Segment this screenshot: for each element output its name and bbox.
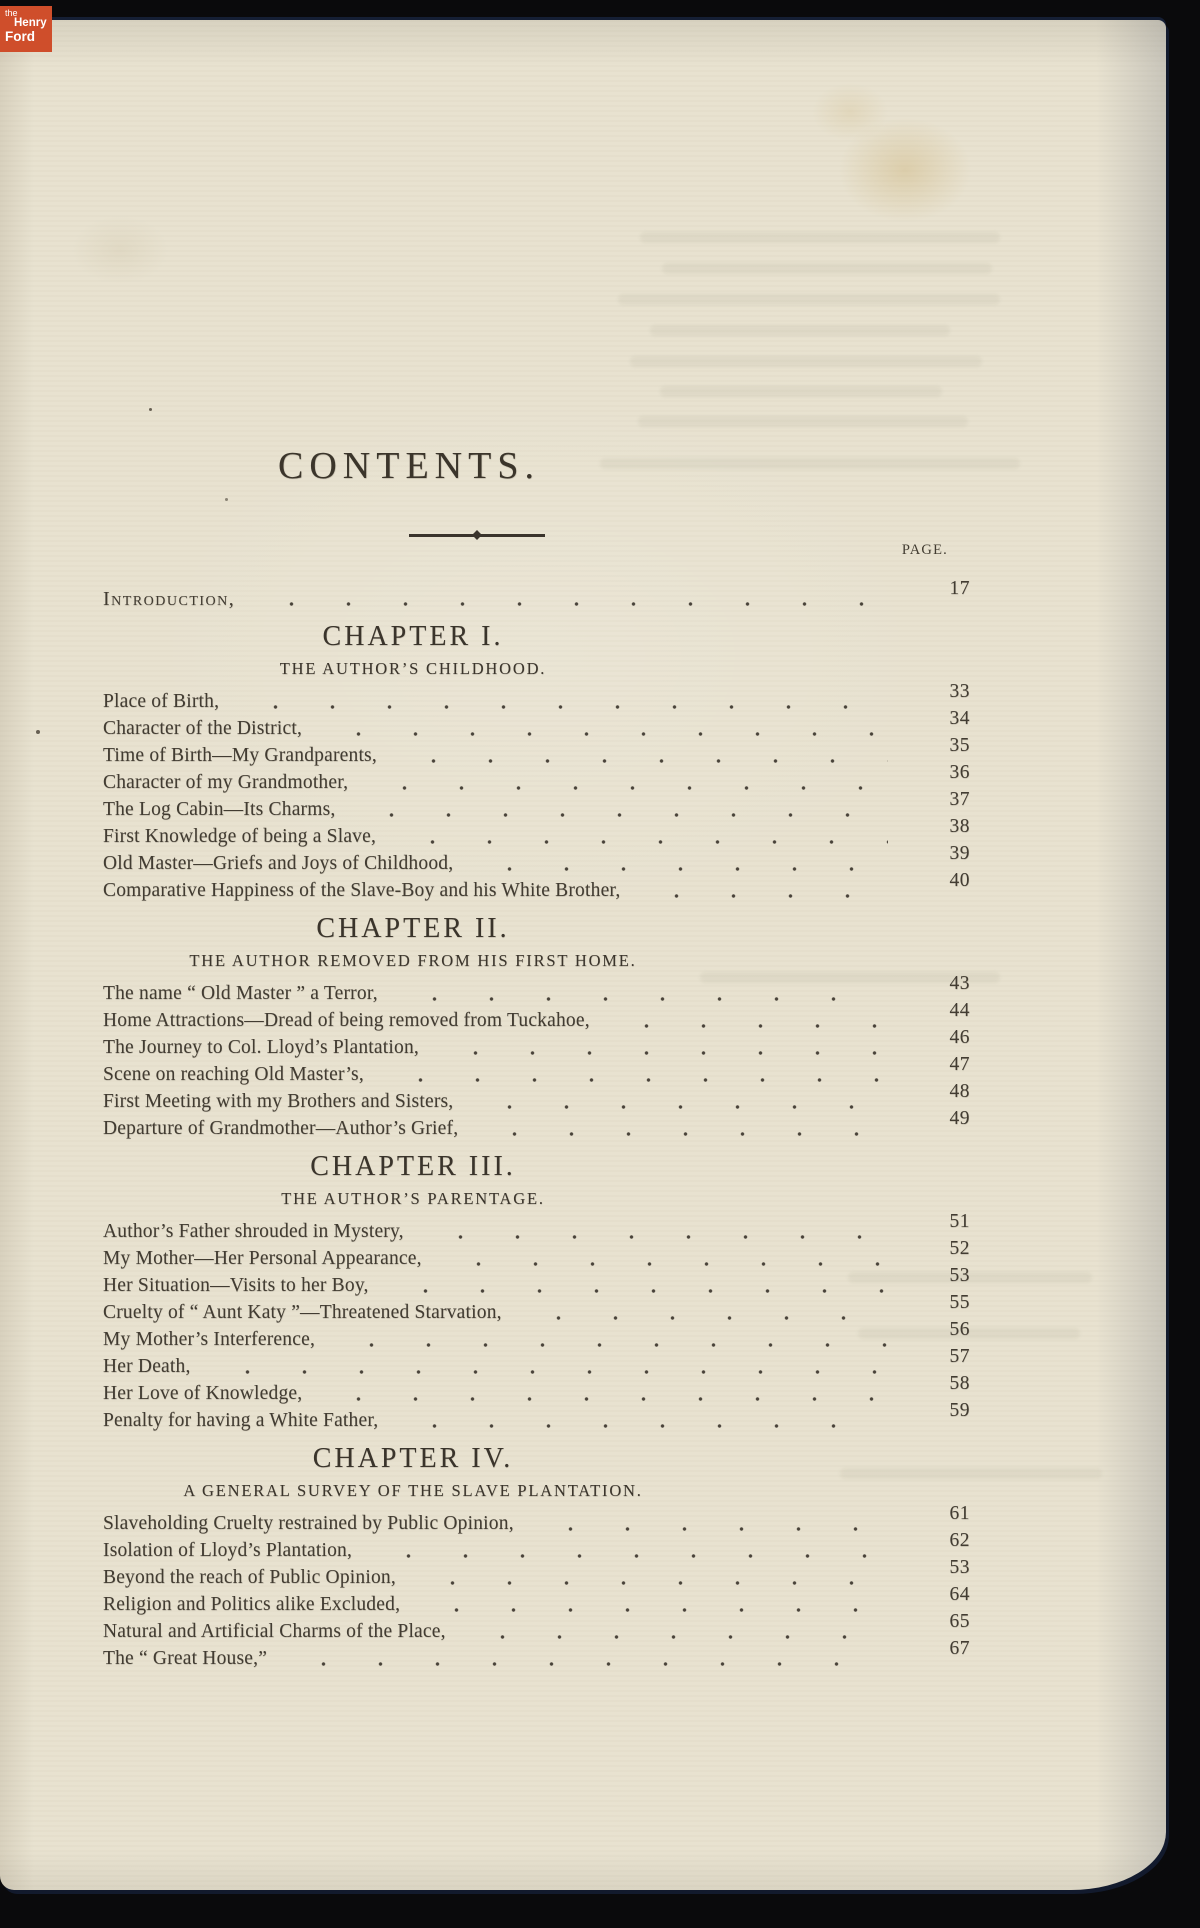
henry-ford-logo: [0, 6, 52, 52]
dot-leader: [636, 880, 888, 906]
toc-entry: [103, 735, 970, 772]
chapter-heading: CHAPTER III.: [310, 1151, 516, 1182]
entry-page-number: 51: [949, 1211, 970, 1232]
toc-chapter-section: [103, 913, 970, 1145]
chapter-entries: [103, 681, 970, 907]
entry-title: My Mother—Her Personal Appearance,: [103, 1248, 422, 1269]
dot-leader: [364, 772, 888, 798]
entry-title: Old Master—Griefs and Joys of Childhood,: [103, 853, 454, 874]
chapter-heading: CHAPTER IV.: [312, 1443, 514, 1474]
entry-title: Scene on reaching Old Master’s,: [103, 1064, 364, 1085]
entry-page-number: 17: [949, 578, 970, 599]
entry-title: Author’s Father shrouded in Mystery,: [103, 1221, 404, 1242]
toc-entry: [103, 708, 970, 745]
entry-title: The Journey to Col. Lloyd’s Plantation,: [103, 1037, 419, 1058]
entry-title: Cruelty of “ Aunt Katy ”—Threatened Starvation,: [103, 1302, 502, 1323]
entry-title: Home Attractions—Dread of being removed from Tuckahoe,: [103, 1010, 590, 1031]
entry-title: First Knowledge of being a Slave,: [103, 826, 377, 847]
dot-leader: [368, 1540, 888, 1566]
toc-entry: [103, 1584, 970, 1621]
dot-leader: [283, 1648, 888, 1674]
logo-text-ford: Ford: [5, 28, 35, 44]
chapter-subtitle: THE AUTHOR REMOVED FROM HIS FIRST HOME.: [189, 951, 637, 970]
entry-title: Time of Birth—My Grandparents,: [103, 745, 377, 766]
dot-leader: [435, 1037, 888, 1063]
logo-text-the: the: [5, 8, 18, 18]
toc-entry: [103, 1373, 970, 1410]
chapter-subtitle: THE AUTHOR’S CHILDHOOD.: [279, 659, 547, 678]
toc-entry: [103, 843, 970, 880]
chapter-head-wrap: [103, 1443, 723, 1501]
dot-leader: [438, 1248, 888, 1274]
entry-page-number: 39: [949, 843, 970, 864]
toc-entry: [103, 1611, 970, 1648]
entry-title: Comparative Happiness of the Slave-Boy and his White Brother,: [103, 880, 621, 901]
toc-entry: [103, 1108, 970, 1145]
table-of-contents: [103, 578, 970, 1675]
dot-leader: [420, 1221, 888, 1247]
entry-page-number: 34: [949, 708, 970, 729]
entry-title: Departure of Grandmother—Author’s Grief,: [103, 1118, 459, 1139]
chapter-head-wrap: [103, 1151, 723, 1209]
entry-page-number: 55: [949, 1292, 970, 1313]
entry-page-number: 52: [949, 1238, 970, 1259]
dot-leader: [518, 1302, 888, 1328]
entry-page-number: 57: [949, 1346, 970, 1367]
entry-title: The “ Great House,”: [103, 1648, 268, 1669]
chapter-entries: [103, 1211, 970, 1437]
entry-title: Character of my Grandmother,: [103, 772, 349, 793]
entry-title: Place of Birth,: [103, 691, 220, 712]
dot-leader: [235, 691, 888, 717]
dot-leader: [207, 1356, 888, 1382]
entry-page-number: 44: [949, 1000, 970, 1021]
entry-page-number: 46: [949, 1027, 970, 1048]
entry-title: Character of the District,: [103, 718, 303, 739]
toc-entry: [103, 973, 970, 1010]
entry-page-number: 59: [949, 1400, 970, 1421]
chapter-heading: CHAPTER II.: [316, 913, 510, 944]
dot-leader: [392, 826, 888, 852]
entry-page-number: 58: [949, 1373, 970, 1394]
toc-entry: [103, 870, 970, 907]
toc-chapter-section: [103, 1151, 970, 1437]
entry-page-number: 37: [949, 789, 970, 810]
toc-entry: [103, 1027, 970, 1064]
toc-entry: [103, 1292, 970, 1329]
entry-title: First Meeting with my Brothers and Sisters,: [103, 1091, 454, 1112]
entry-title: Slaveholding Cruelty restrained by Public Opinion,: [103, 1513, 514, 1534]
book-page: [0, 20, 1166, 1890]
dot-leader: [412, 1567, 888, 1593]
entry-title: Her Death,: [103, 1356, 191, 1377]
entry-title: The name “ Old Master ” a Terror,: [103, 983, 378, 1004]
dot-leader: [380, 1064, 888, 1090]
toc-entry: [103, 1319, 970, 1356]
toc-entry: [103, 789, 970, 826]
toc-entry: [103, 1530, 970, 1567]
dot-leader: [606, 1010, 888, 1036]
dot-leader: [331, 1329, 888, 1355]
dot-leader: [469, 1091, 888, 1117]
dot-leader: [251, 588, 888, 614]
toc-entry: [103, 1346, 970, 1383]
toc-entry: [103, 1238, 970, 1275]
entry-title: My Mother’s Interference,: [103, 1329, 316, 1350]
decorative-rule: [409, 534, 545, 537]
chapter-subtitle: A GENERAL SURVEY OF THE SLAVE PLANTATION.: [183, 1481, 643, 1500]
chapter-head-wrap: [103, 913, 723, 971]
toc-entry: [103, 1265, 970, 1302]
toc-chapters: [103, 621, 970, 1675]
dot-leader: [318, 1383, 888, 1409]
entry-title: Beyond the reach of Public Opinion,: [103, 1567, 396, 1588]
entry-title: Religion and Politics alike Excluded,: [103, 1594, 401, 1615]
dot-leader: [394, 983, 888, 1009]
entry-title: Her Situation—Visits to her Boy,: [103, 1275, 369, 1296]
dot-leader: [318, 718, 888, 744]
chapter-subtitle: THE AUTHOR’S PARENTAGE.: [281, 1189, 545, 1208]
toc-entry: [103, 1000, 970, 1037]
dot-leader: [385, 1275, 888, 1301]
entry-page-number: 43: [949, 973, 970, 994]
toc-entry: [103, 1081, 970, 1118]
entry-page-number: 48: [949, 1081, 970, 1102]
toc-entry: [103, 1503, 970, 1540]
diamond-ornament: [472, 530, 482, 540]
toc-entry-introduction: [103, 578, 970, 615]
toc-entry: [103, 1400, 970, 1437]
dot-leader: [351, 799, 888, 825]
page-title: CONTENTS.: [278, 445, 540, 487]
entry-page-number: 61: [949, 1503, 970, 1524]
toc-entry: [103, 681, 970, 718]
ink-speck: [36, 730, 40, 734]
toc-entry: [103, 1638, 970, 1675]
toc-entry: [103, 816, 970, 853]
entry-page-number: 62: [949, 1530, 970, 1551]
entry-page-number: 64: [949, 1584, 970, 1605]
entry-page-number: 65: [949, 1611, 970, 1632]
entry-page-number: 67: [949, 1638, 970, 1659]
toc-entry: [103, 1557, 970, 1594]
dot-leader: [474, 1118, 888, 1144]
entry-page-number: 33: [949, 681, 970, 702]
entry-title: Penalty for having a White Father,: [103, 1410, 379, 1431]
page-column-label: PAGE.: [901, 542, 948, 558]
dot-leader: [416, 1594, 888, 1620]
chapter-head-wrap: [103, 621, 723, 679]
logo-text-henry: Henry: [14, 17, 47, 30]
entry-title: Isolation of Lloyd’s Plantation,: [103, 1540, 353, 1561]
toc-entry: [103, 762, 970, 799]
dot-leader: [394, 1410, 888, 1436]
dot-leader: [469, 853, 888, 879]
entry-page-number: 53: [949, 1557, 970, 1578]
ink-speck: [225, 498, 228, 501]
dot-leader: [393, 745, 888, 771]
entry-page-number: 49: [949, 1108, 970, 1129]
entry-page-number: 56: [949, 1319, 970, 1340]
toc-entry: [103, 1211, 970, 1248]
entry-page-number: 35: [949, 735, 970, 756]
dot-leader: [530, 1513, 888, 1539]
dot-leader: [462, 1621, 888, 1647]
chapter-heading: CHAPTER I.: [322, 621, 504, 652]
chapter-entries: [103, 973, 970, 1145]
toc-chapter-section: [103, 1443, 970, 1675]
entry-page-number: 40: [949, 870, 970, 891]
entry-page-number: 36: [949, 762, 970, 783]
ink-speck: [149, 408, 152, 411]
entry-page-number: 38: [949, 816, 970, 837]
entry-title: Natural and Artificial Charms of the Place,: [103, 1621, 446, 1642]
entry-title: The Log Cabin—Its Charms,: [103, 799, 336, 820]
toc-chapter-section: [103, 621, 970, 907]
entry-title: Her Love of Knowledge,: [103, 1383, 303, 1404]
entry-page-number: 53: [949, 1265, 970, 1286]
toc-entry: [103, 1054, 970, 1091]
entry-title: Introduction,: [103, 588, 236, 610]
entry-page-number: 47: [949, 1054, 970, 1075]
chapter-entries: [103, 1503, 970, 1675]
